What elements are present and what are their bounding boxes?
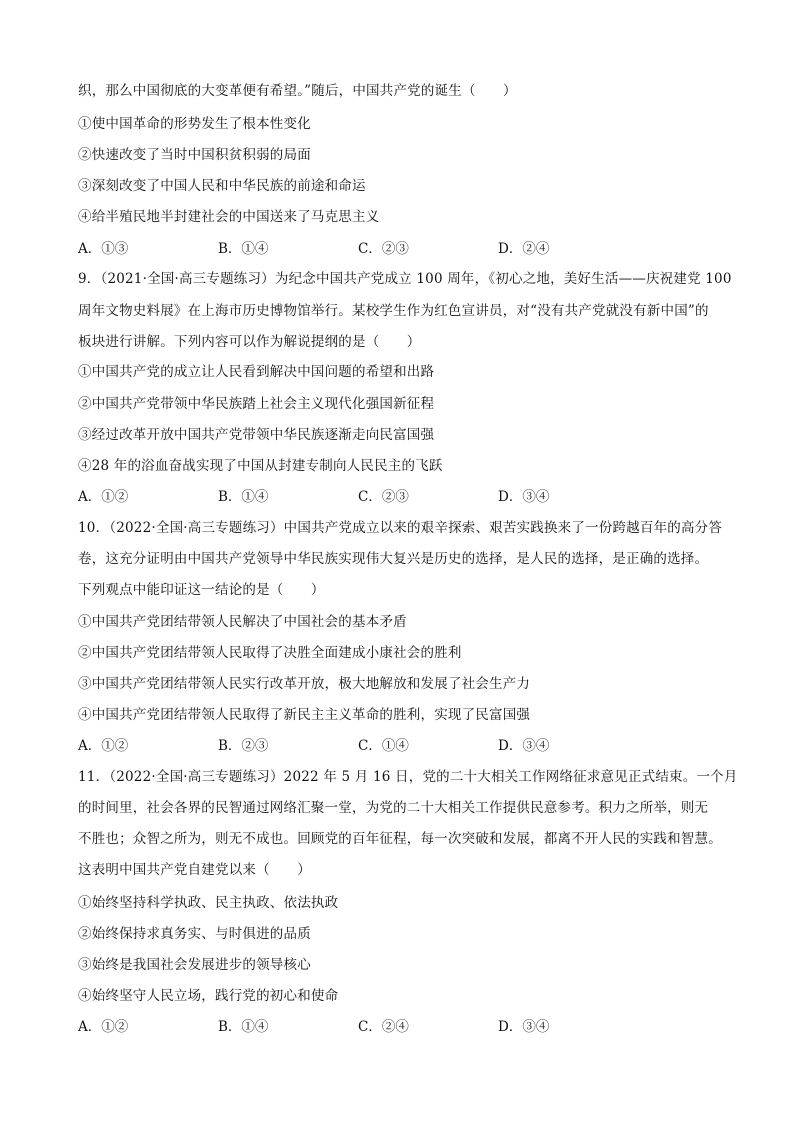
option-c: C．②④ [358,1019,409,1035]
option-d: D．③④ [498,738,550,754]
question-8-statement-2: ②快速改变了当时中国积贫积弱的局面 [78,147,311,163]
question-9-statement-1: ①中国共产党的成立让人民看到解决中国问题的希望和出路 [78,364,435,380]
question-10-stem-line-1: 10．（2022·全国·高三专题练习）中国共产党成立以来的艰辛探索、艰苦实践换来了一份跨越百年的高分答 [78,520,723,536]
question-9-statement-2: ②中国共产党带领中华民族踏上社会主义现代化强国新征程 [78,396,435,412]
question-9-options [78,487,638,507]
question-10-statement-2: ②中国共产党团结带领人民取得了决胜全面建成小康社会的胜利 [78,645,462,661]
option-a: A．①② [78,489,129,505]
question-11-stem-line-3: 不胜也；众智之所为，则无不成也。回顾党的百年征程，每一次突破和发展，都离不开人民的实践和智慧。 [78,831,722,847]
question-10-options [78,736,638,756]
option-b: B．①④ [218,489,269,505]
question-11-stem-line-4: 这表明中国共产党自建党以来（ ） [78,862,311,878]
question-9-stem-line-3: 板块进行讲解。下列内容可以作为解说提纲的是（ ） [78,334,421,350]
question-11-statement-4: ④始终坚守人民立场，践行党的初心和使命 [78,988,339,1004]
question-8-continuation: 织，那么中国彻底的大变革便有希望。”随后，中国共产党的诞生（ ） [78,83,517,99]
question-9-stem-line-2: 周年文物史料展》在上海市历史博物馆举行。某校学生作为红色宣讲员，对“没有共产党就没有新中国”的 [78,303,709,319]
question-11-statement-1: ①始终坚持科学执政、民主执政、依法执政 [78,895,339,911]
option-c: C．①④ [358,738,409,754]
option-a: A．①② [78,738,129,754]
option-b: B．①④ [218,241,269,257]
question-11-stem-line-1: 11．（2022·全国·高三专题练习）2022 年 5 月 16 日，党的二十大相关工作网络征求意见正式结束。一个月 [78,769,738,785]
option-d: D．③④ [498,1019,550,1035]
question-11-options [78,1017,638,1037]
option-d: D．②④ [498,241,550,257]
option-a: A．①② [78,1019,129,1035]
question-11-statement-3: ③始终是我国社会发展进步的领导核心 [78,957,311,973]
question-10-statement-1: ①中国共产党团结带领人民解决了中国社会的基本矛盾 [78,614,407,630]
option-b: B．①④ [218,1019,269,1035]
question-10-statement-4: ④中国共产党团结带领人民取得了新民主主义革命的胜利，实现了民富国强 [78,707,531,723]
option-c: C．②③ [358,241,409,257]
option-d: D．③④ [498,489,550,505]
option-c: C．②③ [358,489,409,505]
option-a: A．①③ [78,241,129,257]
question-8-statement-4: ④给半殖民地半封建社会的中国送来了马克思主义 [78,209,380,225]
option-b: B．②③ [218,738,269,754]
question-10-stem-line-3: 下列观点中能印证这一结论的是（ ） [78,582,325,598]
question-10-stem-line-2: 卷，这充分证明由中国共产党领导中华民族实现伟大复兴是历史的选择，是人民的选择，是正确的选择。 [78,551,709,567]
question-9-statement-4: ④28 年的浴血奋战实现了中国从封建专制向人民民主的飞跃 [78,458,443,474]
question-11-statement-2: ②始终保持求真务实、与时俱进的品质 [78,926,311,942]
question-11-stem-line-2: 的时间里，社会各界的民智通过网络汇聚一堂，为党的二十大相关工作提供民意参考。积力之所举，则无 [78,800,709,816]
question-8-statement-3: ③深刻改变了中国人民和中华民族的前途和命运 [78,178,366,194]
question-9-stem-line-1: 9．（2021·全国·高三专题练习）为纪念中国共产党成立 100 周年，《初心之地，美好生活——庆祝建党 100 [78,271,732,287]
question-9-statement-3: ③经过改革开放中国共产党带领中华民族逐渐走向民富国强 [78,427,435,443]
question-10-statement-3: ③中国共产党团结带领人民实行改革开放，极大地解放和发展了社会生产力 [78,676,531,692]
question-8-statement-1: ①使中国革命的形势发生了根本性变化 [78,116,311,132]
question-8-options [78,239,638,259]
